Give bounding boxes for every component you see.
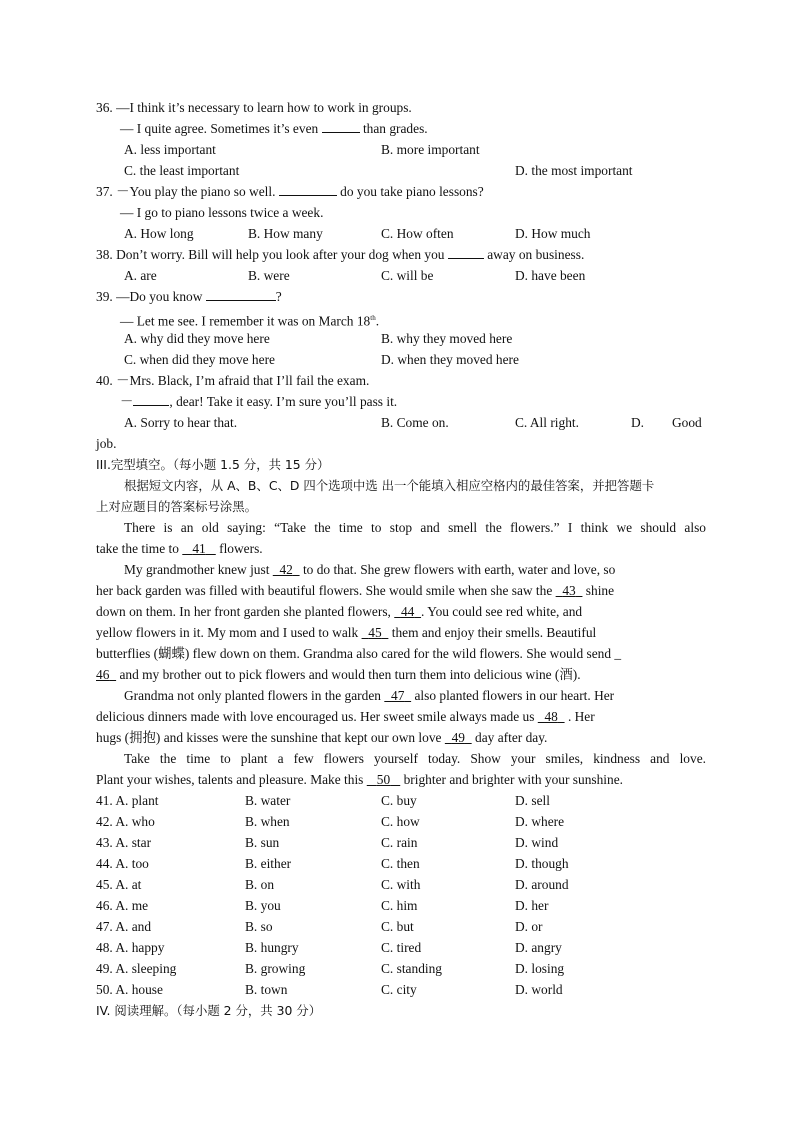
answer-49-c: C. standing	[381, 961, 443, 976]
passage-p2-line2: her back garden was filled with beautiful flowers. She would smile when she saw the 43 shine	[96, 583, 615, 598]
passage-p2-line1: My grandmother knew just 42 to do that. She grew flowers with earth, water and love, so	[124, 562, 616, 577]
answer-50-c: C. city	[381, 982, 417, 997]
passage-p1-line2: take the time to 41 flowers.	[96, 541, 263, 556]
q37-stem: 37. －You play the piano so well. do you take piano lessons?	[96, 184, 484, 199]
q38-option-c: C. will be	[381, 268, 434, 283]
passage-p2-line6: 46 and my brother out to pick flowers and would then turn them into delicious wine (酒).	[96, 667, 581, 682]
q37-reply: — I go to piano lessons twice a week.	[120, 205, 324, 220]
answer-50-d: D. world	[515, 982, 563, 997]
q36-stem	[96, 99, 706, 117]
q40-reply: － , dear! Take it easy. I’m sure you’ll pass it.	[120, 394, 398, 409]
answer-48-c: C. tired	[381, 940, 422, 955]
answer-41-c: C. buy	[381, 793, 417, 808]
blank-44: 44	[400, 604, 415, 619]
passage-p4-line2: Plant your wishes, talents and pleasure. Make this 50 brighter and brighter with your sunshine.	[96, 772, 624, 787]
answer-49-b: B. growing	[245, 961, 306, 976]
passage-p4-line1: Take the time to plant a few flowers yourself today. Show your smiles, kindness and love.	[124, 751, 706, 766]
answer-43-d: D. wind	[515, 835, 559, 850]
answer-42-d: D. where	[515, 814, 565, 829]
q38-option-a: A. are	[124, 268, 157, 283]
answer-47-b: B. so	[245, 919, 273, 934]
q37-option-b: B. How many	[248, 226, 323, 241]
q40-option-b: B. Come on.	[381, 415, 449, 430]
answer-45-d: D. around	[515, 877, 569, 892]
answer-43-b: B. sun	[245, 835, 280, 850]
blank-46: 46	[96, 667, 110, 682]
q40-stem: 40. －Mrs. Black, I’m afraid that I’ll fail the exam.	[96, 373, 370, 388]
q38-option-d: D. have been	[515, 268, 586, 283]
passage-p2-line3: down on them. In her front garden she planted flowers, 44 . You could see red white, and	[96, 604, 583, 619]
answer-row-43: 43. A. star	[96, 835, 152, 850]
answer-row-49: 49. A. sleeping	[96, 961, 177, 976]
answer-44-c: C. then	[381, 856, 420, 871]
q39-blank	[206, 288, 276, 301]
q40-option-c: C. All right.	[515, 415, 579, 430]
answer-43-c: C. rain	[381, 835, 418, 850]
passage-p3-line2: delicious dinners made with love encouraged us. Her sweet smile always made us 48 . Her	[96, 709, 595, 724]
answer-46-d: D. her	[515, 898, 549, 913]
answer-row-42: 42. A. who	[96, 814, 155, 829]
q40-option-d: D.	[631, 415, 645, 430]
blank-48: 48	[544, 709, 558, 724]
section4-title: IV. 阅读理解。（每小题 2 分，共 30 分）	[96, 1003, 322, 1018]
answer-45-c: C. with	[381, 877, 421, 892]
answer-46-b: B. you	[245, 898, 281, 913]
q39-option-d: D. when they moved here	[381, 352, 519, 367]
blank-50: 50	[376, 772, 391, 787]
q36-number: 36.	[96, 100, 113, 115]
q36-blank	[322, 120, 360, 133]
answer-41-b: B. water	[245, 793, 291, 808]
q39-option-b: B. why they moved here	[381, 331, 513, 346]
passage-p3-line3: hugs (拥抱) and kisses were the sunshine that kept our own love 49 day after day.	[96, 730, 548, 745]
blank-41: 41	[192, 541, 206, 556]
q40-blank	[133, 393, 169, 406]
blank-45: 45	[368, 625, 382, 640]
q37-option-d: D. How much	[515, 226, 591, 241]
answer-44-b: B. either	[245, 856, 292, 871]
q40-option-d-text: Good	[672, 415, 702, 430]
q39-option-a: A. why did they move here	[124, 331, 270, 346]
answer-44-d: D. though	[515, 856, 569, 871]
answer-row-50: 50. A. house	[96, 982, 163, 997]
answer-49-d: D. losing	[515, 961, 565, 976]
answer-row-47: 47. A. and	[96, 919, 152, 934]
blank-42: 42	[279, 562, 293, 577]
answer-48-b: B. hungry	[245, 940, 299, 955]
q37-blank	[279, 183, 337, 196]
answer-42-b: B. when	[245, 814, 290, 829]
q36-text: —I think it’s necessary to learn how to work in groups.	[116, 100, 412, 115]
answer-42-c: C. how	[381, 814, 420, 829]
answer-47-d: D. or	[515, 919, 543, 934]
answer-row-48: 48. A. happy	[96, 940, 165, 955]
q36-option-a: A. less important	[124, 142, 216, 157]
q39-stem: 39. —Do you know ?	[96, 289, 282, 304]
answer-row-46: 46. A. me	[96, 898, 149, 913]
blank-43: 43	[562, 583, 576, 598]
q36-option-b: B. more important	[381, 142, 480, 157]
passage-p3-line1: Grandma not only planted flowers in the garden 47 also planted flowers in our heart. Her	[124, 688, 615, 703]
q36-option-c: C. the least important	[124, 163, 240, 178]
passage-p2-line4: yellow flowers in it. My mom and I used to walk 45 them and enjoy their smells. Beautiful	[96, 625, 597, 640]
q40-option-d-tail: job.	[96, 436, 117, 451]
q39-reply: — Let me see. I remember it was on March 18th.	[120, 313, 380, 329]
q36-option-d: D. the most important	[515, 163, 633, 178]
blank-49: 49	[451, 730, 465, 745]
answer-41-d: D. sell	[515, 793, 550, 808]
passage-p2-line5: butterflies (蝴蝶) flew down on them. Grandma also cared for the wild flowers. She would send _	[96, 646, 622, 661]
q37-option-c: C. How often	[381, 226, 454, 241]
section3-instruction-1: 根据短文内容，从 A、B、C、D 四个选项中选 出一个能填入相应空格内的最佳答案，并把答题卡	[124, 478, 655, 493]
answer-48-d: D. angry	[515, 940, 562, 955]
q38-stem: 38. Don’t worry. Bill will help you look after your dog when you away on business.	[96, 247, 585, 262]
answer-47-c: C. but	[381, 919, 414, 934]
answer-row-41: 41. A. plant	[96, 793, 159, 808]
answer-46-c: C. him	[381, 898, 418, 913]
q36-reply: — I quite agree. Sometimes it’s even than grades.	[120, 121, 428, 136]
q39-option-c: C. when did they move here	[124, 352, 275, 367]
q38-blank	[448, 246, 484, 259]
q40-option-a: A. Sorry to hear that.	[124, 415, 238, 430]
section3-title: III.完型填空。（每小题 1.5 分，共 15 分）	[96, 457, 330, 472]
answer-45-b: B. on	[245, 877, 275, 892]
section3-instruction-2: 上对应题目的答案标号涂黑。	[96, 499, 258, 514]
passage-p1-line1: There is an old saying: “Take the time to stop and smell the flowers.” I think we should also	[124, 520, 706, 535]
answer-row-44: 44. A. too	[96, 856, 149, 871]
q38-option-b: B. were	[248, 268, 290, 283]
blank-47: 47	[391, 688, 405, 703]
answer-50-b: B. town	[245, 982, 288, 997]
answer-row-45: 45. A. at	[96, 877, 142, 892]
q37-option-a: A. How long	[124, 226, 194, 241]
